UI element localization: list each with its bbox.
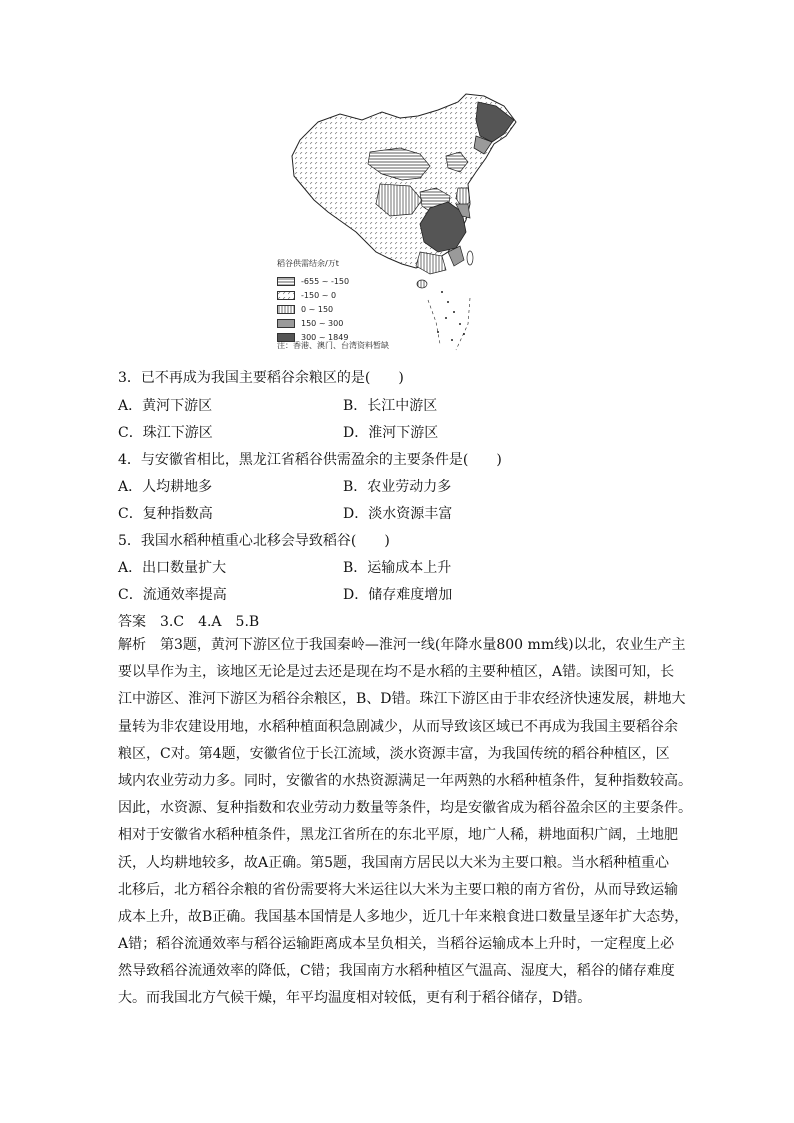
q5-option-b: B．运输成本上升 [343, 560, 452, 576]
q3-option-c: C．珠江下游区 [118, 425, 213, 441]
q5-option-d: D．储存难度增加 [343, 587, 453, 603]
question-4-stem: 4．与安徽省相比，黑龙江省稻谷供需盈余的主要条件是( ) [118, 452, 502, 468]
analysis-line: 北移后，北方稻谷余粮的省份需要将大米运往以大米为主要口粮的南方省份，从而导致运输 [118, 881, 678, 898]
analysis-line: 量转为非农建设用地，水稻种植面积急剧减少，从而导致该区域已不再成为我国主要稻谷余 [118, 718, 678, 735]
analysis-line: 要以旱作为主，该地区无论是过去还是现在均不是水稻的主要种植区，A错。读图可知，长 [118, 664, 675, 681]
analysis-paragraph [118, 632, 692, 1013]
analysis-line: 大。而我国北方气候干燥，年平均温度相对较低，更有利于稻谷储存，D错。 [118, 990, 592, 1007]
vstripe-swatch [277, 305, 295, 314]
legend-item: 150 ~ 300 [277, 316, 349, 330]
q3-option-b: B．长江中游区 [343, 398, 438, 414]
q5-option-c: C．流通效率提高 [118, 587, 227, 603]
legend-item: -655 ~ -150 [277, 274, 349, 288]
dots-swatch [277, 291, 295, 300]
legend-item: -150 ~ 0 [277, 288, 349, 302]
legend-title: 稻谷供需结余/万t [277, 259, 339, 268]
q4-option-a: A．人均耕地多 [118, 479, 213, 495]
analysis-line: 相对于安徽省水稻种植条件，黑龙江省所在的东北平原，地广人稀，耕地面积广阔，土地肥 [118, 827, 678, 844]
analysis-line: 因此，水资源、复种指数和农业劳动力数量等条件，均是安徽省成为稻谷盈余区的主要条件。 [118, 800, 692, 817]
question-5-stem: 5．我国水稻种植重心北移会导致稻谷( ) [118, 533, 390, 549]
map-legend [277, 258, 349, 344]
answer-line: 答案 3.C 4.A 5.B [118, 614, 260, 630]
q4-option-b: B．农业劳动力多 [343, 479, 452, 495]
analysis-line: 粮区，C对。第4题，安徽省位于长江流域，淡水资源丰富，为我国传统的稻谷种植区，区 [118, 745, 670, 762]
legend-item: 300 ~ 1849 [277, 330, 349, 344]
analysis-line: 然导致稻谷流通效率的降低，C错；我国南方水稻种植区气温高、湿度大，稻谷的储存难度 [118, 963, 675, 980]
q3-option-d: D．淮河下游区 [343, 425, 439, 441]
hstripe-swatch [277, 277, 295, 286]
analysis-line: 成本上升，故B正确。我国基本国情是人多地少，近几十年来粮食进口数量呈逐年扩大态势， [118, 908, 689, 925]
legend-item: 0 ~ 150 [277, 302, 349, 316]
q5-option-a: A．出口数量扩大 [118, 560, 227, 576]
analysis-line: 解析 第3题，黄河下游区位于我国秦岭—淮河一线(年降水量800 mm线)以北，农业生产主 [118, 637, 686, 653]
map-note: 注：香港、澳门、台湾资料暂缺 [277, 341, 389, 350]
analysis-line: 江中游区、淮河下游区为稻谷余粮区，B、D错。珠江下游区由于非农经济快速发展，耕地大 [118, 691, 686, 708]
analysis-line: 域内农业劳动力多。同时，安徽省的水热资源满足一年两熟的水稻种植条件，复种指数较高。 [118, 772, 692, 789]
question-3-stem: 3．已不再成为我国主要稻谷余粮区的是( ) [118, 370, 404, 386]
gray-swatch [277, 319, 295, 328]
q3-option-a: A．黄河下游区 [118, 398, 213, 414]
q4-option-d: D．淡水资源丰富 [343, 506, 453, 522]
analysis-line: A错；稻谷流通效率与稻谷运输距离成本呈负相关，当稻谷运输成本上升时，一定程度上必 [118, 936, 675, 953]
q4-option-c: C．复种指数高 [118, 506, 213, 522]
analysis-line: 沃，人均耕地较多，故A正确。第5题，我国南方居民以大米为主要口粮。当水稻种植重心 [118, 854, 670, 871]
